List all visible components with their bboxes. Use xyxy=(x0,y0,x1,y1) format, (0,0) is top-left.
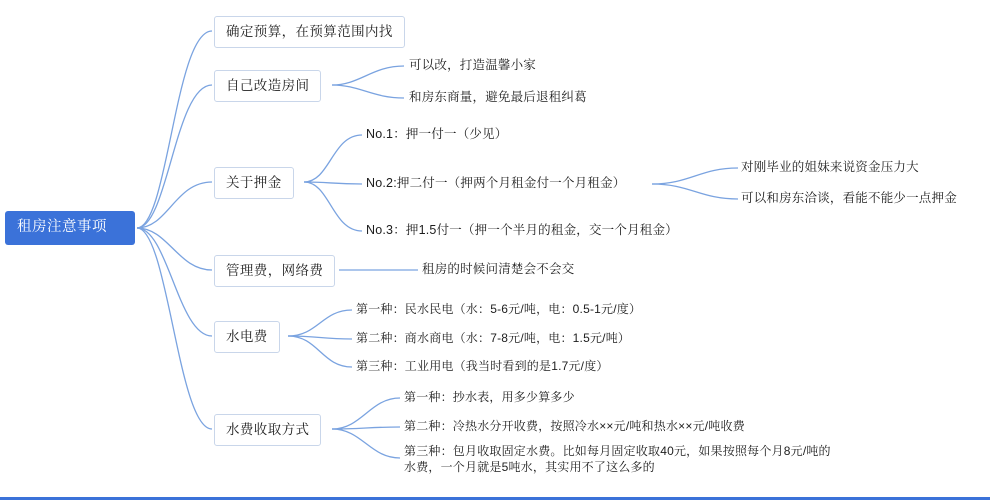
branch-node-water-billing[interactable]: 水费收取方式 xyxy=(214,414,321,446)
leaf-water-billing-3[interactable]: 第三种：包月收取固定水费。比如每月固定收取40元，如果按照每个月8元/吨的水费，一个月就是5吨水，其实用不了这么多的 xyxy=(404,444,831,475)
leaf-utilities-3[interactable]: 第三种：工业用电（我当时看到的是1.7元/度） xyxy=(356,359,609,373)
leaf-water-billing-2[interactable]: 第二种：冷热水分开收费，按照冷水××元/吨和热水××元/吨收费 xyxy=(404,419,745,433)
leaf-deposit-2-note-2[interactable]: 可以和房东洽谈，看能不能少一点押金 xyxy=(741,191,957,205)
leaf-management-fee-1[interactable]: 租房的时候问清楚会不会交 xyxy=(422,262,575,276)
leaf-deposit-3[interactable]: No.3：押1.5付一（押一个半月的租金，交一个月租金） xyxy=(366,223,678,237)
branch-node-budget[interactable]: 确定预算，在预算范围内找 xyxy=(214,16,405,48)
leaf-deposit-1[interactable]: No.1：押一付一（少见） xyxy=(366,127,508,141)
leaf-utilities-1[interactable]: 第一种：民水民电（水：5-6元/吨，电：0.5-1元/度） xyxy=(356,302,642,316)
leaf-deposit-2[interactable]: No.2:押二付一（押两个月租金付一个月租金） xyxy=(366,176,626,190)
leaf-renovate-1[interactable]: 可以改，打造温馨小家 xyxy=(409,58,537,72)
branch-node-utilities[interactable]: 水电费 xyxy=(214,321,280,353)
root-node[interactable]: 租房注意事项 xyxy=(5,211,135,245)
leaf-deposit-2-note-1[interactable]: 对刚毕业的姐妹来说资金压力大 xyxy=(741,160,919,174)
branch-node-deposit[interactable]: 关于押金 xyxy=(214,167,294,199)
leaf-renovate-2[interactable]: 和房东商量，避免最后退租纠葛 xyxy=(409,90,587,104)
leaf-water-billing-1[interactable]: 第一种：抄水表，用多少算多少 xyxy=(404,390,575,404)
branch-node-management-fee[interactable]: 管理费，网络费 xyxy=(214,255,335,287)
branch-node-renovate[interactable]: 自己改造房间 xyxy=(214,70,321,102)
leaf-utilities-2[interactable]: 第二种：商水商电（水：7-8元/吨，电：1.5元/吨） xyxy=(356,331,631,345)
